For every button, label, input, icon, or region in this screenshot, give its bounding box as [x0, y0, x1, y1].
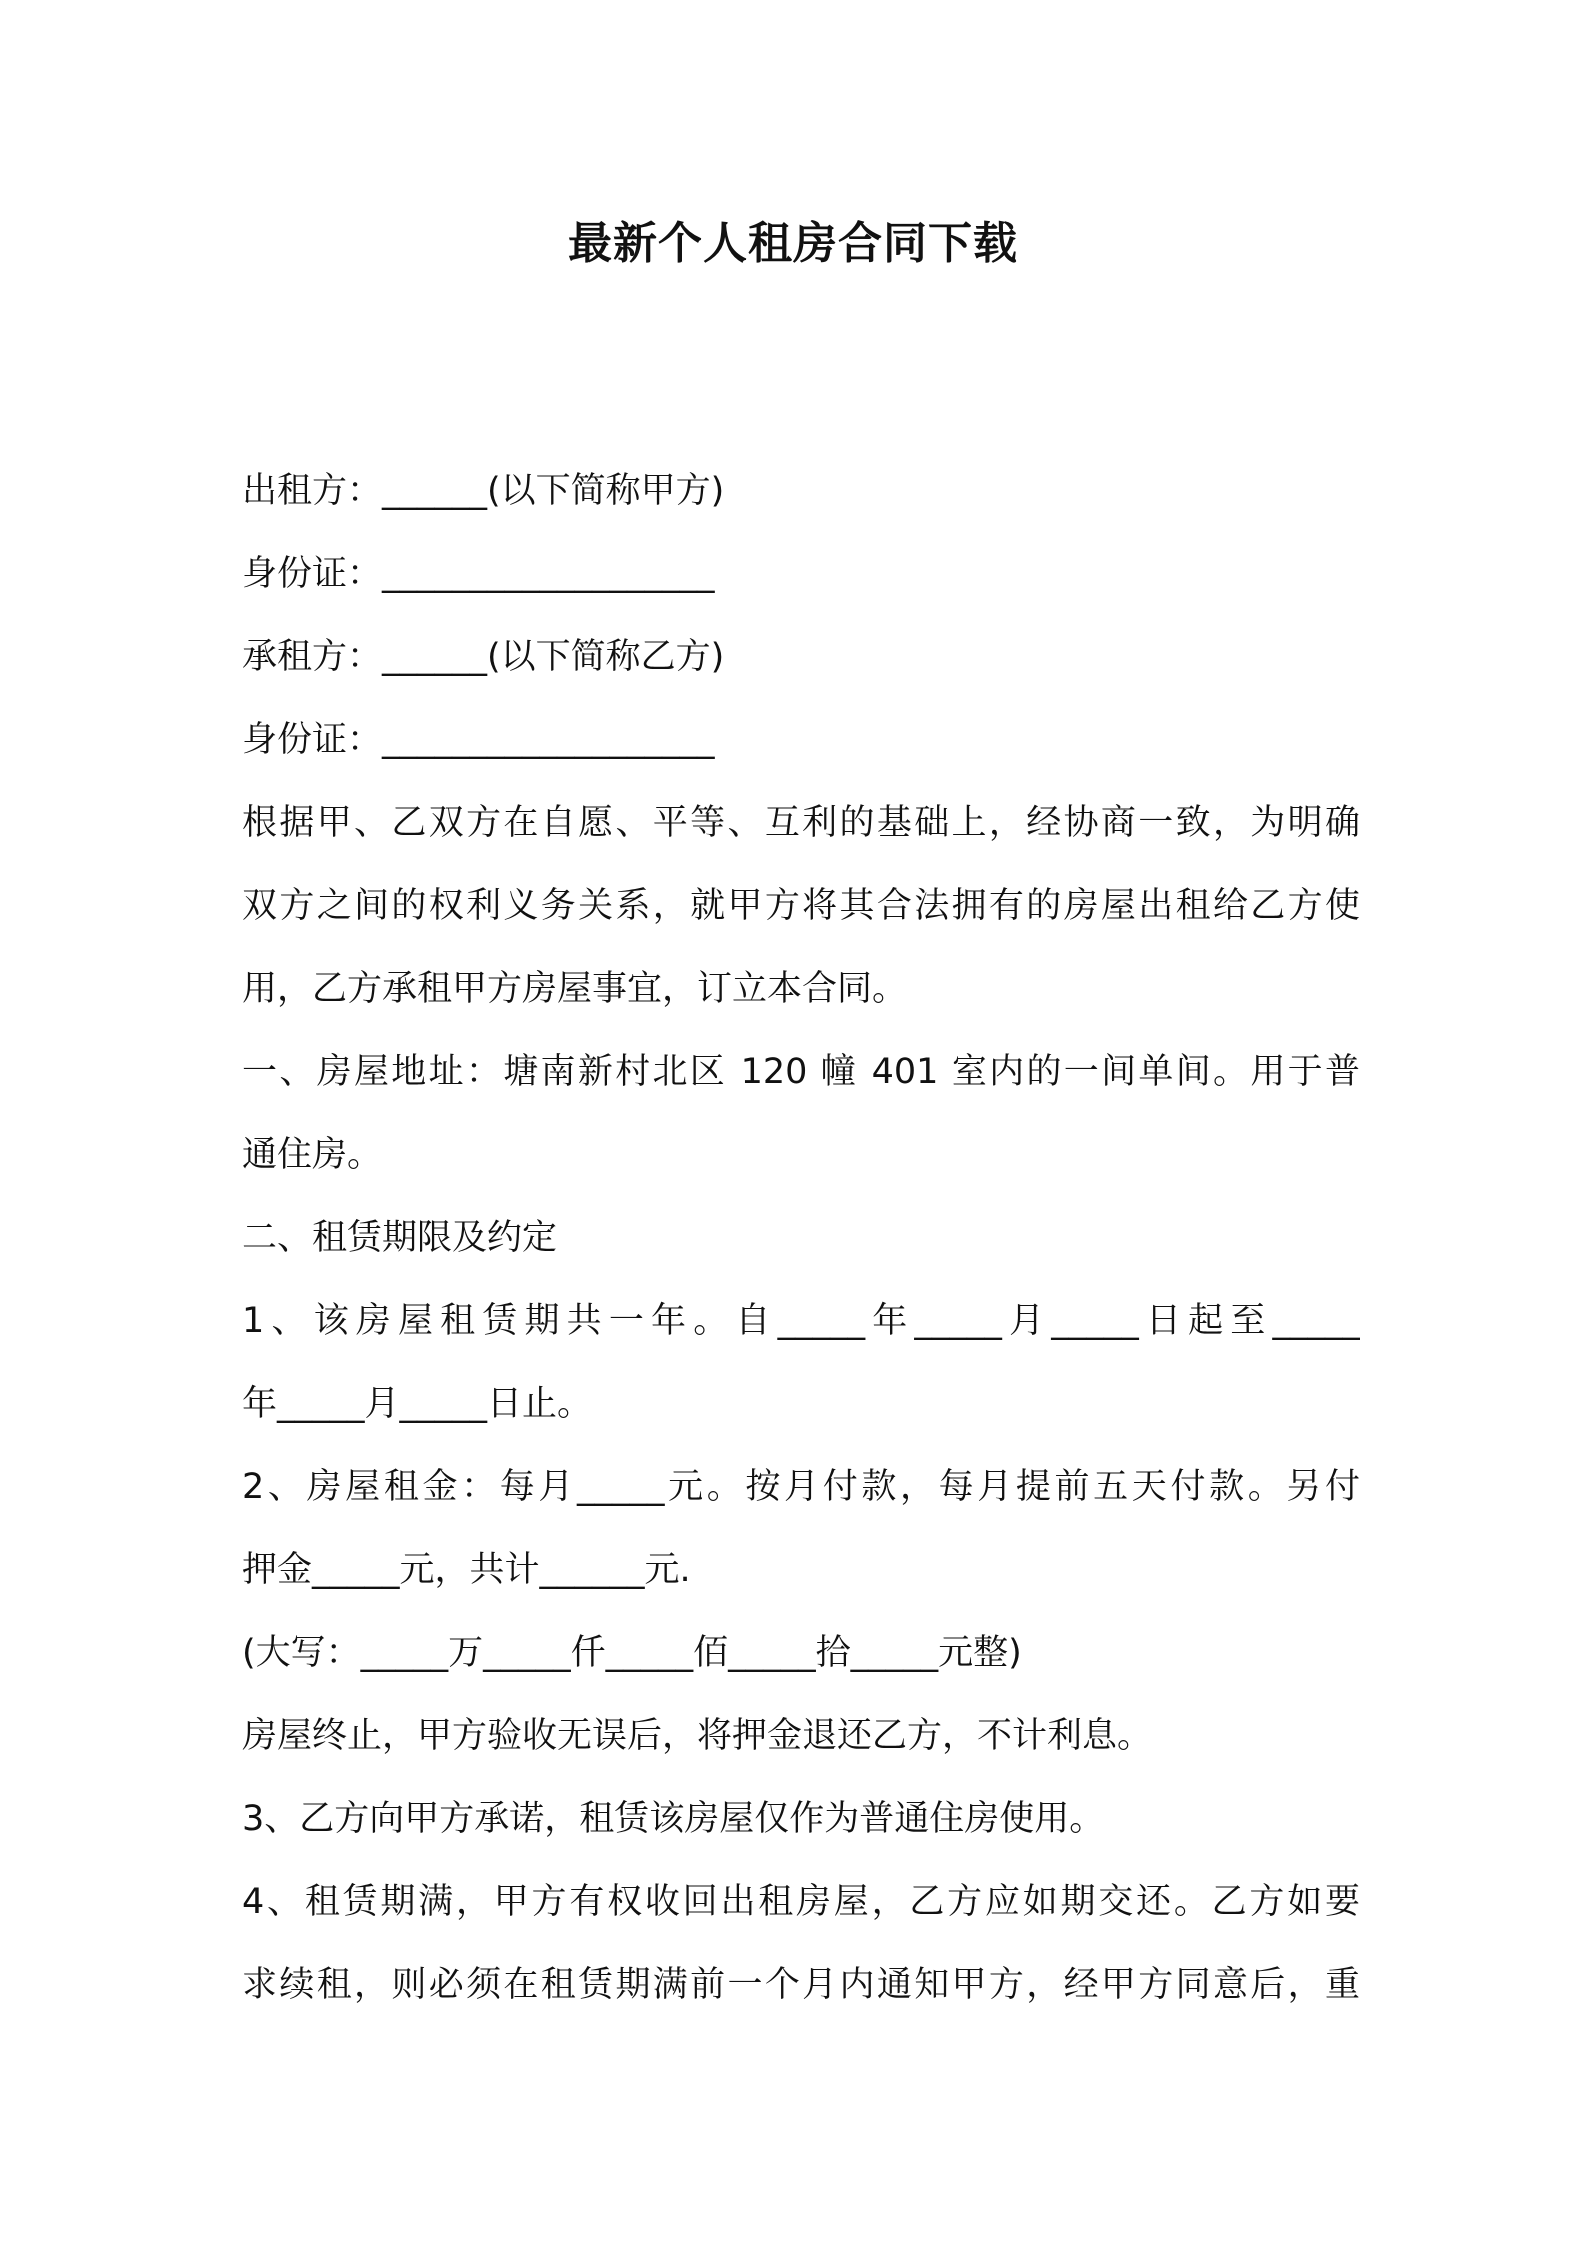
renewal-line-1: 4、租赁期满，甲方有权收回出租房屋，乙方应如期交还。乙方如要: [242, 1882, 1360, 1922]
document-title: 最新个人租房合同下载: [568, 218, 1018, 269]
lessee-id-line: 身份证：___________________: [242, 720, 715, 760]
document-body: [242, 450, 1360, 2027]
clause-2-heading: 二、租赁期限及约定: [242, 1218, 558, 1258]
clause-1-line-2: 通住房。: [242, 1135, 383, 1175]
preamble-line-1: 根据甲、乙双方在自愿、平等、互利的基础上，经协商一致，为明确: [242, 803, 1360, 843]
term-line-2: 年_____月_____日止。: [242, 1384, 593, 1424]
usage-promise-line: 3、乙方向甲方承诺，租赁该房屋仅作为普通住房使用。: [242, 1799, 1105, 1839]
rent-amount-in-words: (大写：_____万_____仟_____佰_____拾_____元整): [242, 1633, 1022, 1673]
lessor-id-line: 身份证：___________________: [242, 554, 715, 594]
term-line-1: 1、该房屋租赁期共一年。自_____年_____月_____日起至_____: [242, 1301, 1360, 1341]
preamble-line-2: 双方之间的权利义务关系，就甲方将其合法拥有的房屋出租给乙方使: [242, 886, 1360, 926]
clause-1-line-1: 一、房屋地址：塘南新村北区 120 幢 401 室内的一间单间。用于普: [242, 1052, 1360, 1092]
lessee-line: 承租方：______(以下简称乙方): [242, 637, 725, 677]
rent-line-1: 2、房屋租金：每月_____元。按月付款，每月提前五天付款。另付: [242, 1467, 1360, 1507]
rent-line-2: 押金_____元，共计______元.: [242, 1550, 691, 1590]
deposit-return-line: 房屋终止，甲方验收无误后，将押金退还乙方，不计利息。: [242, 1716, 1153, 1756]
preamble-line-3: 用，乙方承租甲方房屋事宜，订立本合同。: [242, 969, 908, 1009]
renewal-line-2: 求续租，则必须在租赁期满前一个月内通知甲方，经甲方同意后，重: [242, 1965, 1360, 2005]
lessor-line: 出租方：______(以下简称甲方): [242, 471, 725, 511]
